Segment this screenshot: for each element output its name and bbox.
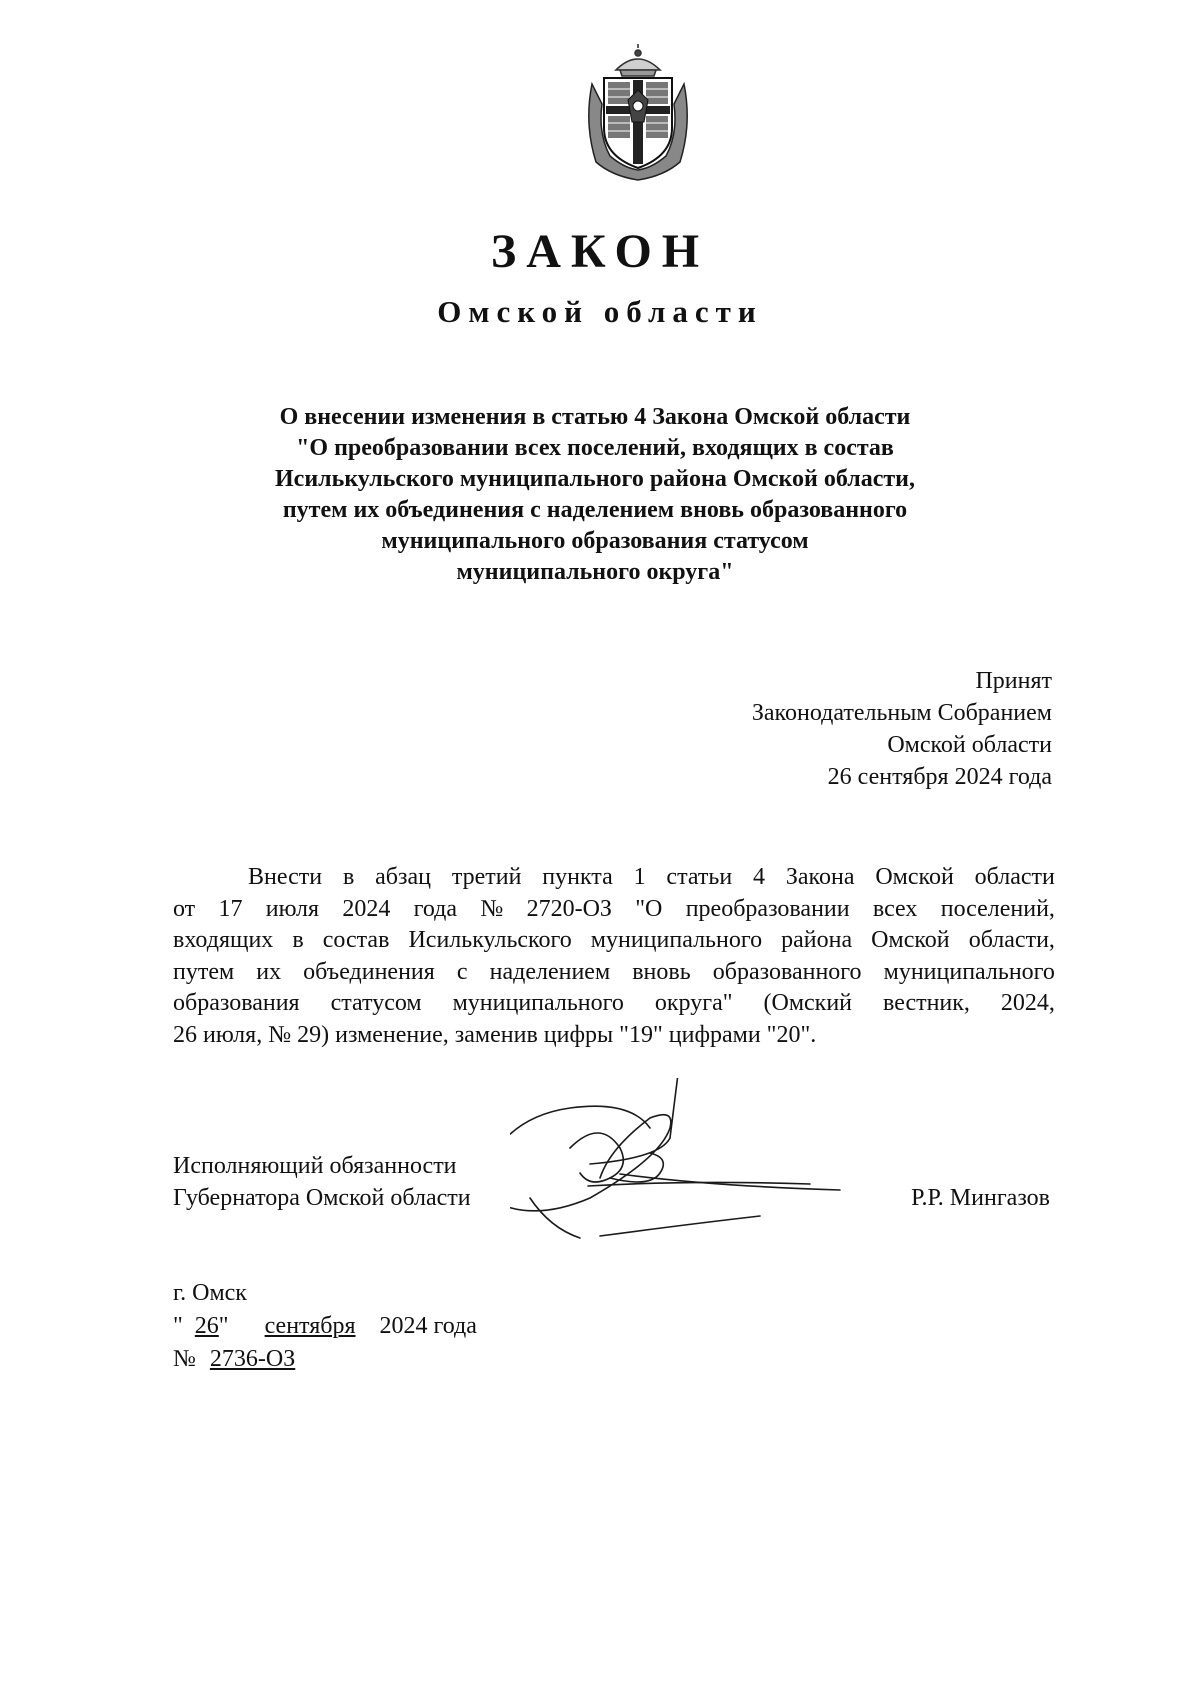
body-line — [173, 988, 1055, 1020]
body-word: района — [781, 927, 853, 953]
adoption-line: 26 сентября 2024 года — [827, 764, 1052, 790]
body-word: округа" — [654, 990, 733, 1016]
body-word: муниципального — [883, 958, 1055, 985]
body-word: абзац — [375, 864, 431, 890]
body-word: поселений, — [940, 895, 1055, 922]
body-word: наделением — [489, 958, 611, 985]
body-word: преобразовании — [685, 895, 850, 922]
signer-position-line: Губернатора Омской области — [173, 1185, 471, 1211]
body-word: года — [413, 895, 458, 922]
signer-position — [173, 1150, 471, 1214]
body-word: в — [342, 864, 355, 890]
handwritten-signature — [510, 1078, 910, 1278]
place-date-block — [173, 1277, 477, 1376]
signing-date: " 26" сентября 2024 года — [173, 1313, 477, 1339]
city: г. Омск — [173, 1280, 247, 1306]
body-word: цифрами — [668, 1021, 761, 1048]
body-word: цифры — [543, 1021, 614, 1048]
adoption-block — [752, 665, 1052, 793]
body-word: 26 — [173, 1021, 197, 1048]
body-word: входящих — [173, 927, 274, 953]
body-word: муниципального — [590, 927, 763, 953]
body-word: Омской — [875, 864, 954, 890]
body-word: 29) — [297, 1021, 330, 1048]
body-word: июля, — [203, 1021, 263, 1048]
document-title: ЗАКОН — [490, 225, 710, 278]
body-word: вестник, — [883, 990, 970, 1016]
law-name — [200, 402, 990, 588]
body-word: от — [173, 895, 196, 922]
body-word: состав — [322, 927, 390, 953]
body-word: Внести — [248, 864, 323, 890]
adoption-line: Омской области — [887, 732, 1052, 758]
body-word: всех — [872, 895, 918, 922]
body-word: 2024, — [1000, 990, 1055, 1016]
body-line — [173, 925, 1055, 957]
body-word: образования — [173, 990, 300, 1016]
body-word: области — [974, 864, 1055, 890]
body-word: № — [480, 895, 504, 922]
body-word: 4 — [753, 864, 766, 890]
adoption-line: Законодательным Собранием — [751, 700, 1052, 726]
body-line — [173, 1020, 1055, 1052]
adoption-line: Принят — [975, 668, 1052, 694]
body-word: образованного — [712, 958, 862, 985]
body-word: пункта — [542, 864, 613, 890]
body-line — [173, 894, 1055, 926]
body-word: Закона — [785, 864, 855, 890]
body-word: их — [256, 958, 282, 985]
body-word: (Омский — [763, 990, 853, 1016]
body-word: области, — [968, 927, 1055, 953]
body-word: статьи — [666, 864, 733, 890]
body-word: третий — [451, 864, 522, 890]
body-word: путем — [173, 958, 235, 985]
body-word: 2024 — [342, 895, 391, 922]
date-year: 2024 года — [379, 1313, 477, 1339]
body-word: изменение, — [335, 1021, 449, 1048]
body-word: июля — [265, 895, 319, 922]
body-word: муниципального — [452, 990, 624, 1016]
body-word: Омской — [871, 927, 950, 953]
body-word: "20". — [766, 1021, 817, 1048]
coat-of-arms-emblem — [582, 44, 694, 182]
law-name-line: муниципального образования статусом — [381, 528, 809, 554]
body-word: 17 — [218, 895, 243, 922]
body-word: № — [268, 1021, 292, 1048]
body-word: вновь — [632, 958, 691, 985]
law-name-line: путем их объединения с наделением вновь образованного — [282, 497, 908, 523]
body-word: "19" — [619, 1021, 663, 1048]
body-word: Исилькульского — [408, 927, 572, 953]
body-line — [173, 957, 1055, 989]
signer-name: Р.Р. Мингазов — [911, 1185, 1050, 1211]
document-subtitle: Омской области — [437, 294, 763, 329]
date-month: сентября — [264, 1313, 356, 1339]
law-name-line: муниципального округа" — [456, 559, 734, 585]
signer-position-line: Исполняющий обязанности — [173, 1153, 457, 1179]
law-name-line: О внесении изменения в статью 4 Закона Омской области — [279, 404, 911, 430]
body-paragraph — [173, 862, 1055, 1051]
body-line — [173, 862, 1055, 894]
body-word: объединения — [303, 958, 435, 985]
body-word: с — [456, 958, 468, 985]
body-word: 1 — [633, 864, 646, 890]
body-word: статусом — [330, 990, 422, 1016]
body-word: 2720-ОЗ — [526, 895, 612, 922]
number-value: 2736-ОЗ — [209, 1346, 296, 1372]
law-name-line: Исилькульского муниципального района Омской области, — [275, 466, 915, 492]
body-word: "О — [635, 895, 663, 922]
date-day: 26 — [194, 1313, 219, 1339]
body-word: заменив — [454, 1021, 538, 1048]
number-label: № — [173, 1346, 196, 1372]
law-name-line: "О преобразовании всех поселений, входящих в состав — [296, 435, 894, 461]
body-word: в — [292, 927, 304, 953]
law-number — [173, 1343, 477, 1376]
